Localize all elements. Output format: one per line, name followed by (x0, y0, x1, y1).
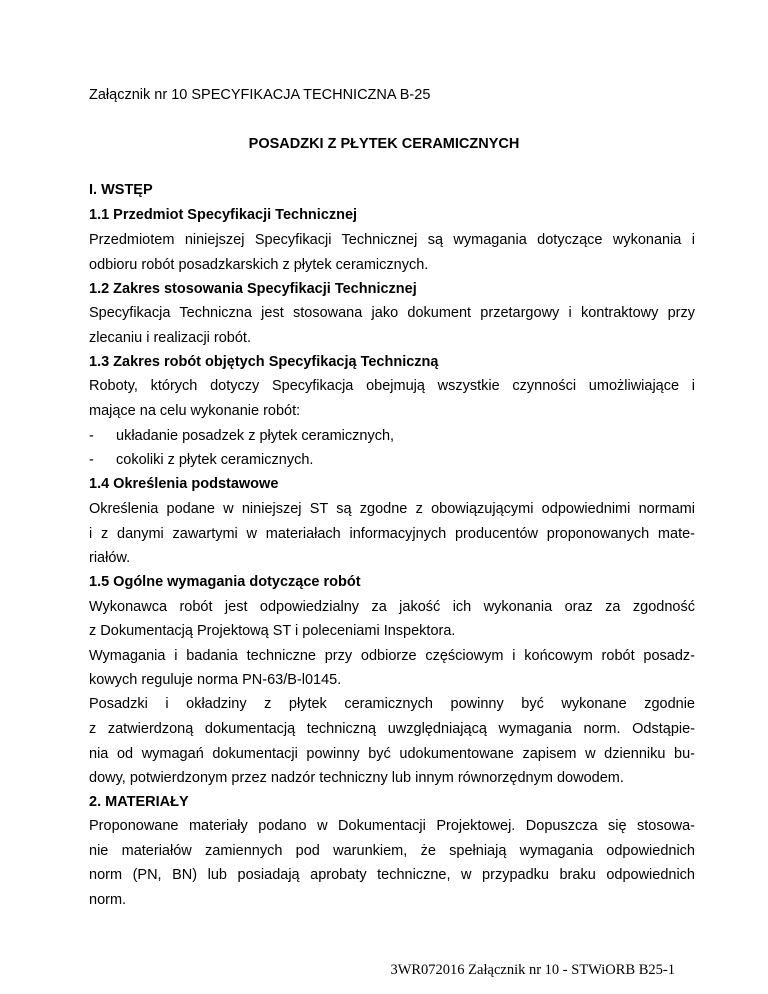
list-bullet: - (89, 452, 94, 468)
section-heading-1-3: 1.3 Zakres robót objętych Specyfikacją Techniczną (89, 354, 439, 370)
annex-title: Załącznik nr 10 SPECYFIKACJA TECHNICZNA B-25 (89, 87, 431, 103)
list-item: cokoliki z płytek ceramicznych. (116, 452, 314, 468)
paragraph-line: Wymagania i badania techniczne przy odbiorze częściowym i końcowym robót posadz- (89, 648, 695, 664)
paragraph-line: Specyfikacja Techniczna jest stosowana jako dokument przetargowy i kontraktowy przy (89, 305, 695, 321)
document-title: POSADZKI Z PŁYTEK CERAMICZNYCH (248, 136, 520, 152)
paragraph-line: z zatwierdzoną dokumentacją techniczną uwzględniającą wymagania norm. Odstąpie- (89, 721, 695, 737)
paragraph-line: mające na celu wykonanie robót: (89, 403, 301, 419)
section-heading-1-2: 1.2 Zakres stosowania Specyfikacji Technicznej (89, 281, 417, 297)
paragraph-line: i z danymi zawartymi w materiałach informacyjnych producentów proponowanych mate- (89, 526, 695, 542)
paragraph-line: nie materiałów zamiennych pod warunkiem, że spełniają wymagania odpowiednich (89, 843, 695, 859)
section-heading-1-5: 1.5 Ogólne wymagania dotyczące robót (89, 574, 361, 590)
paragraph-line: Wykonawca robót jest odpowiedzialny za jakość ich wykonania oraz za zgodność (89, 599, 695, 615)
paragraph-line: z Dokumentacją Projektową ST i poleceniami Inspektora. (89, 623, 456, 639)
paragraph-line: norm (PN, BN) lub posiadają aprobaty techniczne, w przypadku braku odpowiednich (89, 867, 695, 883)
paragraph-line: Roboty, których dotyczy Specyfikacja obejmują wszystkie czynności umożliwiające i (89, 378, 695, 394)
section-heading-1-1: 1.1 Przedmiot Specyfikacji Technicznej (89, 207, 358, 223)
paragraph-line: dowy, potwierdzonym przez nadzór techniczny lub innym równorzędnym dowodem. (89, 770, 624, 786)
paragraph-line: kowych reguluje norma PN-63/B-l0145. (89, 672, 342, 688)
paragraph-line: Proponowane materiały podano w Dokumentacji Projektowej. Dopuszcza się stosowa- (89, 818, 695, 834)
paragraph-line: odbioru robót posadzkarskich z płytek ceramicznych. (89, 257, 429, 273)
paragraph-line: Określenia podane w niniejszej ST są zgodne z obowiązującymi odpowiednimi normami (89, 501, 695, 517)
page-footer: 3WR072016 Załącznik nr 10 - STWiORB B25-1 (390, 962, 675, 978)
paragraph-line: Posadzki i okładziny z płytek ceramicznych powinny być wykonane zgodnie (89, 696, 695, 712)
paragraph-line: Przedmiotem niniejszej Specyfikacji Technicznej są wymagania dotyczące wykonania i (89, 232, 695, 248)
section-heading-1-4: 1.4 Określenia podstawowe (89, 476, 279, 492)
list-item: układanie posadzek z płytek ceramicznych, (116, 428, 395, 444)
paragraph-line: norm. (89, 892, 127, 908)
paragraph-line: riałów. (89, 550, 131, 566)
paragraph-line: nia od wymagań dokumentacji powinny być udokumentowane zapisem w dzienniku bu- (89, 746, 695, 762)
section-heading-intro: I. WSTĘP (89, 182, 153, 198)
paragraph-line: zlecaniu i realizacji robót. (89, 330, 251, 346)
section-heading-2: 2. MATERIAŁY (89, 794, 189, 810)
list-bullet: - (89, 428, 94, 444)
